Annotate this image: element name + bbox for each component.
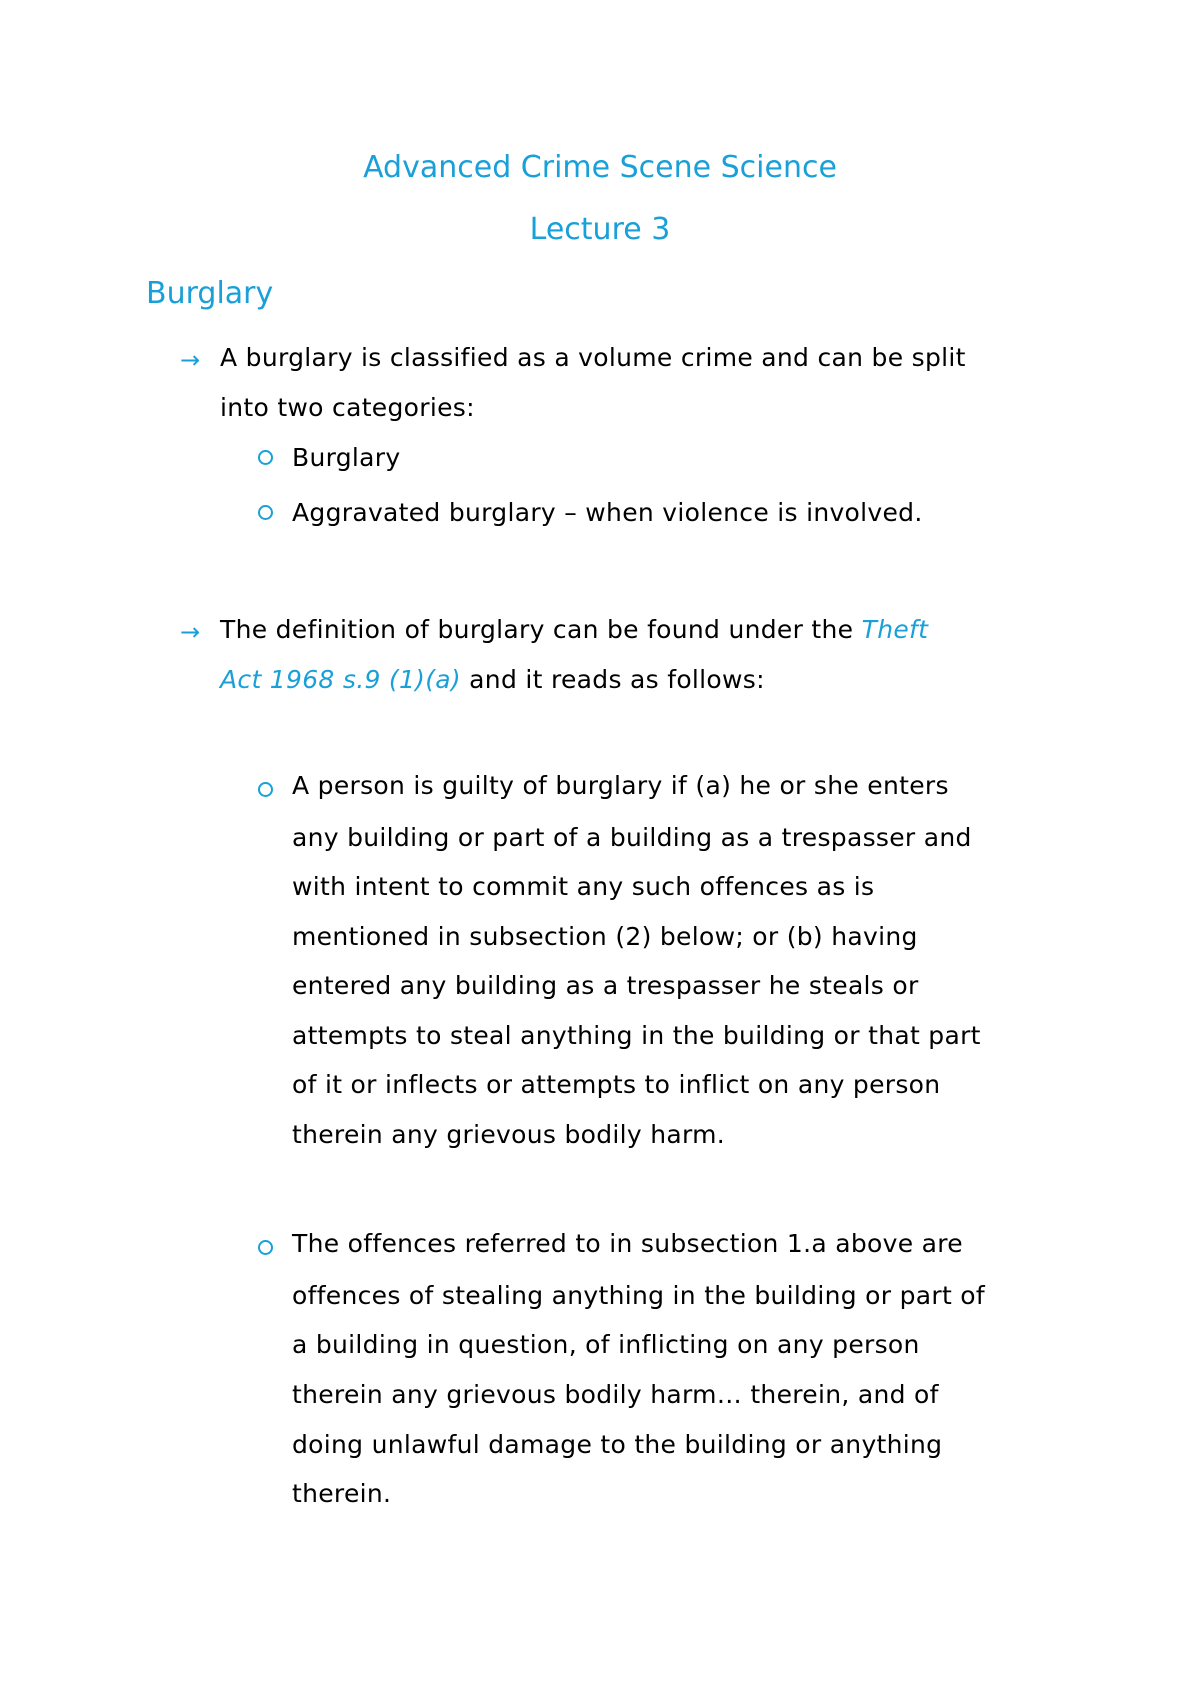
- definition2-line: The offences referred to in subsection 1.a above are: [292, 1229, 963, 1258]
- definition2-line: offences of stealing anything in the building or part of: [292, 1281, 985, 1310]
- point1-subitem: Burglary: [292, 443, 401, 472]
- definition2-line: therein.: [292, 1479, 392, 1508]
- arrow-bullet-icon: →: [180, 346, 201, 374]
- statute-citation: Theft: [861, 615, 929, 644]
- circle-bullet-icon: [258, 450, 273, 465]
- definition1-line: mentioned in subsection (2) below; or (b) having: [292, 922, 918, 951]
- point1-line2: into two categories:: [220, 393, 475, 422]
- circle-bullet-icon: [258, 782, 273, 797]
- definition1-line: A person is guilty of burglary if (a) he or she enters: [292, 771, 949, 800]
- definition2-line: therein any grievous bodily harm… therein, and of: [292, 1380, 939, 1409]
- definition1-line: entered any building as a trespasser he steals or: [292, 971, 919, 1000]
- definition1-line: therein any grievous bodily harm.: [292, 1120, 726, 1149]
- arrow-bullet-icon: →: [180, 618, 201, 646]
- point1-subitem: Aggravated burglary – when violence is involved.: [292, 498, 923, 527]
- statute-citation: Act 1968 s.9 (1)(a): [220, 665, 461, 694]
- point1-line1: A burglary is classified as a volume crime and can be split: [220, 343, 966, 372]
- definition2-line: doing unlawful damage to the building or anything: [292, 1430, 943, 1459]
- section-heading: Burglary: [146, 276, 274, 311]
- circle-bullet-icon: [258, 1240, 273, 1255]
- point2-text: The definition of burglary can be found under the: [220, 615, 862, 644]
- point2-text: and it reads as follows:: [460, 665, 765, 694]
- definition1-line: with intent to commit any such offences as is: [292, 872, 875, 901]
- definition1-line: of it or inflects or attempts to inflict on any person: [292, 1070, 941, 1099]
- point2-line2: [220, 664, 765, 696]
- definition1-line: attempts to steal anything in the building or that part: [292, 1021, 981, 1050]
- definition1-line: any building or part of a building as a trespasser and: [292, 823, 972, 852]
- point2-line1: [220, 614, 928, 646]
- definition2-line: a building in question, of inflicting on any person: [292, 1330, 920, 1359]
- page-subtitle: Lecture 3: [529, 212, 671, 247]
- circle-bullet-icon: [258, 505, 273, 520]
- page-title: Advanced Crime Scene Science: [363, 150, 837, 185]
